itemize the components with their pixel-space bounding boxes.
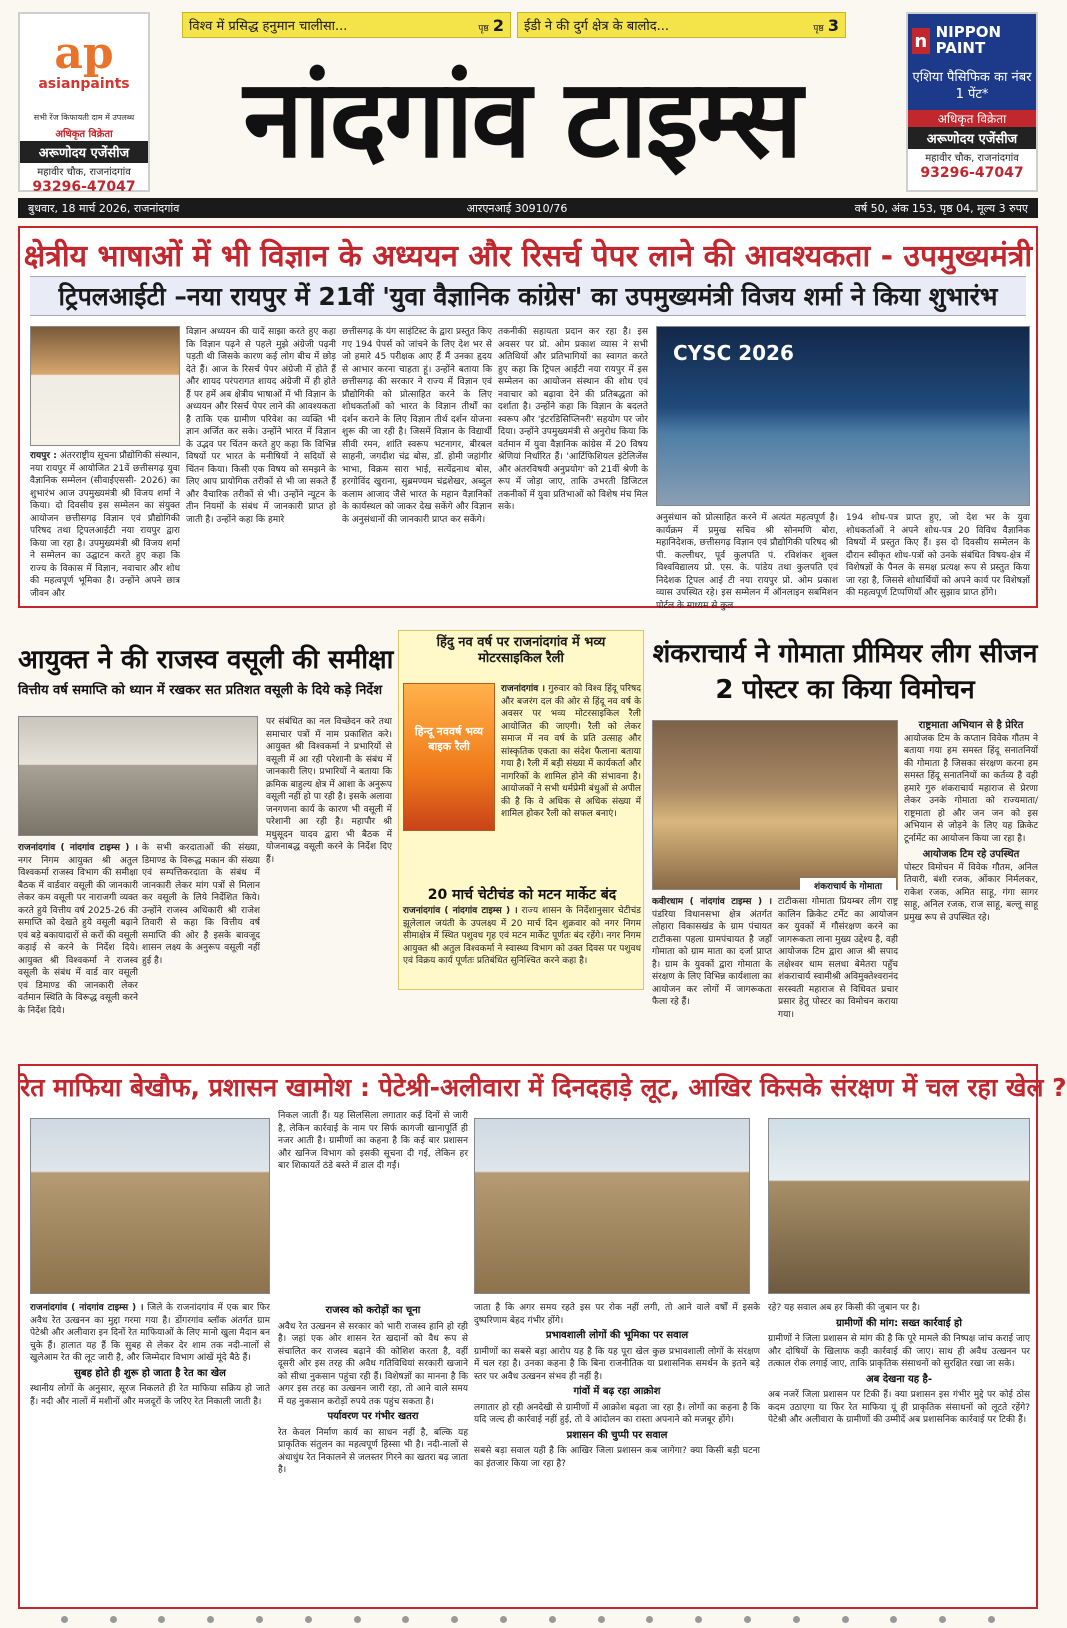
lead-headline: क्षेत्रीय भाषाओं में भी विज्ञान के अध्ययन और रिसर्च पेपर लाने की आवश्यकता - उपमुख्यमंत्री bbox=[23, 239, 1033, 274]
lead-dateline: रायपुर : bbox=[30, 451, 57, 461]
rally-story bbox=[398, 630, 644, 990]
shankaracharya-col-1 bbox=[652, 896, 772, 1044]
sand-col-3c-text: लगातार हो रही अनदेखी से ग्रामीणों में आक्रोश बढ़ता जा रहा है। लोगों का कहना है कि यदि जल्द ही कार्रवाई नहीं हुई, तो वे आंदोलन का रास्ता अपनाने को मजबूर होंगे। bbox=[474, 1402, 760, 1425]
revenue-col-1-text: नगर निगम आयुक्त श्री अतुल विश्वकर्मा राजस्व विभाग की समीक्षा बैठक में वार्डवार वसूली की जानकारी लेकर कम वसूली पर नाराजगी व्यक्त करते हुये वित्तीय वर्ष 2025-26 की समाप्ति को देखते हुये वसूली बढ़ाने एवं बड़े बकायादारों से करों की वसूली कड़ाई से करने के निर्देश दिये। आयुक्त श्री विश्वकर्मा ने राजस्व वसूली के संबंध में वार्ड वार वसूली एवं डिमाण्ड की जानकारी लेकर वर्तमान स्थिति के विरूद्ध वसूली करने के निर्देश दिये। bbox=[18, 855, 138, 1016]
sand-col-2b bbox=[278, 1302, 468, 1602]
sand-subhead-7: ग्रामीणों की मांग: सख्त कार्रवाई हो bbox=[836, 1317, 962, 1329]
revenue-col-3: पर संबंधित का नल विच्छेदन करे तथा समाचार पत्रों में नाम प्रकाशित करे। आयुक्त श्री विश्वकर्मा ने प्रभारियों से वसूली में आ रही परेशानी के संबंध में जानकारी लिए। प्रभारियों ने बताया कि क्रमिक बाहुल्य क्षेत्र में आशा के अनुरूप वसूली नहीं हो पा रही है। इसके अलावा जनगणना कार्य के कारण भी वसूली में परेशानी आ रही है। महापौर श्री मधुसूदन यादव द्वारा भी बैठक में योजनाबद्ध वसूली करने के निर्देश दिए हैं। bbox=[266, 717, 392, 865]
poster-release-photo bbox=[652, 720, 898, 890]
ap-logo-icon: ap bbox=[54, 28, 114, 79]
teaser-text: ईडी ने की दुर्ग क्षेत्र के बालोद... bbox=[524, 19, 670, 34]
lead-col-3: छत्तीसगढ़ के यंग साइंटिस्ट के द्वारा प्रस्तुत किए गए 194 पेपर्स को जांचने के लिए देश भर से जो हमारे 45 परीक्षक आए हैं मैं उनका हृदय से आभार करना चाहता हूं। उन्होंने बताया कि छत्तीसगढ़ की सरकार ने राज्य में विज्ञान एवं प्रौद्योगिकी को प्रोत्साहित करने के लिए शोधकर्ताओं को भारत के विज्ञान तीर्थों का दर्शन कराने के लिए विज्ञान तीर्थ दर्शन योजना शुरू की जा रही है। जिसमें विज्ञान के विद्यार्थी सीवी रमन, शांति स्वरूप भटनागर, बीरबल साहनी, जगदीश चंद्र बोस, डॉ. होमी जहांगीर भाभा, विक्रम सारा भाई, सत्येंद्रनाथ बोस, हरगोविंद खुराना, सुब्रमण्यम चंद्रशेखर, अब्दुल कलाम आजाद जैसे भारत के महान वैज्ञानिकों के कार्यस्थल को जाकर देख सकेंगे और विज्ञान के अनुसंधानों की जानकारी प्राप्त कर सकेंगे। bbox=[342, 327, 492, 525]
sand-dateline: राजनांदगांव ( नांदगांव टाइम्स ) । bbox=[30, 1303, 144, 1313]
issue-info: वर्ष 50, अंक 153, पृष्ठ 04, मूल्य 3 रुपए bbox=[854, 201, 1028, 215]
sidebar-heading-1: राष्ट्रमाता अभियान से है प्रेरित bbox=[918, 720, 1024, 731]
teaser-page-label: पृष्ठ bbox=[478, 23, 489, 34]
dateline-bar bbox=[18, 198, 1038, 218]
nippon-paint-ad[interactable] bbox=[906, 12, 1038, 192]
lead-subheadline: ट्रिपलआईटी –नया रायपुर में 21वीं 'युवा वैज्ञानिक कांग्रेस' का उपमुख्यमंत्री विजय शर्मा ने किया शुभारंभ bbox=[30, 276, 1026, 316]
registration-marks bbox=[0, 1616, 1056, 1624]
teaser-1[interactable] bbox=[182, 12, 511, 38]
shankaracharya-dateline: कवीरधाम ( नांदगांव टाइम्स ) । bbox=[652, 897, 772, 907]
meeting-photo bbox=[18, 716, 258, 836]
sand-col-1b-text: स्थानीय लोगों के अनुसार, सूरज निकलते ही रेत माफिया सक्रिय हो जाते हैं। नदी और नालों में मशीनों और मजदूरों के जरिए रेत निकाली जाती है। bbox=[30, 1384, 270, 1407]
minister-photo bbox=[30, 326, 180, 446]
rally-body-text: गुरुवार को विश्व हिंदू परिषद और बजरंग दल की ओर से हिंदू नव वर्ष के अवसर पर भव्य मोटरसाइकिल रैली आयोजित की जाएगी। रैली को लेकर समाज में नव वर्ष के प्रति उत्साह और सांस्कृतिक एकता का संदेश फैलाना बताया गया है। रैली में बड़ी संख्या में कार्यकर्ता और नागरिकों के शामिल होने की संभावना है। आयोजकों ने सभी धर्मप्रेमी बंधुओं से अपील की है कि वे अधिक से अधिक संख्या में शामिल होकर रैली को सफल बनाएं। bbox=[501, 684, 641, 819]
page-teasers bbox=[182, 12, 846, 38]
sand-col-1-text: जिले के राजनांदगांव में एक बार फिर अवैध रेत उत्खनन का मुद्दा गरमा गया है। डोंगरगांव ब्लॉक अंतर्गत ग्राम पेटेश्री और अलीवारा इन दिनों रेत माफियाओं के लिए मानो खुला मैदान बन चुके हैं। हालात यह हैं कि सुबह से लेकर देर शाम तक नदी-नालों से खुलेआम रेत की लूट जारी है, और जिम्मेदार विभाग आंखें मूंदे बैठे हैं। bbox=[30, 1303, 270, 1363]
sidebar-text-1: आयोजक टिम के कप्तान विवेक गौतम ने बताया गया हम समस्त हिंदू सनातनियों की गोमाता है जिसका संरक्षण करना हम समस्त हिंदू सनातनियों का कर्तव्य है वही हमारे गुरु शंकराचार्य महाराज से प्रेरणा लेकर उनके गोमाता को राज्यमाता/ राष्ट्रमाता हो और जन जन को इस अभियान से जोड़ने के लिए यह क्रिकेट टूर्नामेंट का आयोजन किया जा रहा है। bbox=[904, 733, 1038, 844]
ad-brand: asianpaints bbox=[38, 76, 130, 92]
revenue-col-2: के सभी करदाताओं की संख्या, डिमाण्ड के विरूद्ध मकान की संख्या एवं सम्पत्तिकरदाता के संबंध में जानकारी लेकर मांग पत्रों से मिलान कर वसूली के लिये निर्देशित किये। उन्होंने राजस्व अधिकारी श्री राजेश तिवारी से कहा कि वित्तीय वर्ष समाप्ति की ओर है इसके बावजूद शासन लक्ष्य के अनुरूप वसूली नहीं हुई है। bbox=[142, 843, 260, 966]
meat-market-body-text: राज्य शासन के निर्देशानुसार चेटीचंड झूलेलाल जयंती के उपलक्ष्य में 20 मार्च दिन शुक्रवार को नगर निगम सीमाक्षेत्र में स्थित पशुवध गृह एवं मटन मार्केट पूर्णतः बंद रहेंगे। नगर निगम आयुक्त श्री अतुल विश्वकर्मा ने स्वास्थ्य विभाग को उक्त दिवस पर पशुवध एवं विक्रय कार्य पूर्णतः प्रतिबंधित सुनिश्चित करने कहा है। bbox=[403, 906, 641, 966]
ad-dealer-label: अधिकृत विक्रेता bbox=[55, 129, 113, 140]
revenue-col-1 bbox=[18, 842, 138, 1044]
sand-trucks-photo bbox=[30, 1118, 270, 1294]
sand-mafia-story bbox=[18, 1064, 1067, 1609]
shankaracharya-col-2: टाटीकसा गोमाता प्रियम्बर लीग राष्ट्र कालिन क्रिकेट टर्मेट का आयोजन कर युवकों में गौसंरक्षण करने का जागरूकता लाना मुख्य उद्देश्य है, वही आयोजक टिम द्वारा आज श्री सपाद लक्षेश्वर धाम सलधा बेमेतरा पहुँच शंकराचार्य स्वामीश्री अविमुक्तेश्वरानंद सरस्वती महाराज से विधिवत प्रचार प्रसार हेतु पोस्टर का विमोचन कराया गया। bbox=[778, 897, 898, 1020]
sand-subhead-2: राजस्व को करोड़ों का चूना bbox=[325, 1305, 421, 1316]
ad-tagline: सभी रेंज किफायती दाम में उपलब्ध bbox=[33, 113, 135, 122]
ad-brand: NIPPON PAINT bbox=[935, 23, 1002, 57]
shankaracharya-headline: शंकराचार्य ने गोमाता प्रीमियर लीग सीजन 2 पोस्टर का किया विमोचन bbox=[652, 639, 1038, 705]
ad-tagline: एशिया पैसिफिक का नंबर 1 पेंट* bbox=[908, 68, 1036, 110]
sand-col-4-text: रहे? यह सवाल अब हर किसी की जुबान पर है। bbox=[768, 1303, 921, 1313]
sand-col-2c-text: रेत केवल निर्माण कार्य का साधन नहीं है, बल्कि यह प्राकृतिक संतुलन का महत्वपूर्ण हिस्सा भी है। नदी-नालों से अंधाधुंध रेत निकालने से जलस्तर गिरने का खतरा बढ़ जाता है। bbox=[278, 1427, 468, 1475]
shankaracharya-col-1-text: पंडरिया विधानसभा क्षेत्र अंतर्गत लोहारा विकासखंड के ग्राम पंचायत टाटीकसा पहला ग्रामपंचायत है जहाँ गोमाता को ग्राम माता का दर्जा प्राप्त है। ग्राम के युवकों द्वारा गोमाता के संरक्षण के लिए विभिन्न कार्यशाला का आयोजन कर लोगों में जागरूकता फैला रहे हैं। bbox=[652, 909, 772, 1007]
lead-story bbox=[18, 226, 1038, 611]
rally-body bbox=[501, 683, 641, 883]
lead-col-1-text: अंतरराष्ट्रीय सूचना प्रौद्योगिकी संस्थान, नया रायपुर में आयोजित 21वें छत्तीसगढ़ युवा वैज्ञानिक सम्मेलन (सीवाईएससी- 2026) का शुभारंभ आज उपमुख्यमंत्री श्री विजय शर्मा ने किया। दो दिवसीय इस सम्मेलन का संयुक्त आयोजन छत्तीसगढ़ विज्ञान एवं प्रौद्योगिकी परिषद तथा ट्रिपलआईटी नया रायपुर द्वारा किया जा रहा है। उपमुख्यमंत्री श्री विजय शर्मा ने सम्मेलन का उद्घाटन करते हुए कहा कि राज्य के विकास में विज्ञान, नवाचार और शोध की महत्वपूर्ण भूमिका है। उन्होंने अपने छात्र जीवन और bbox=[30, 451, 180, 599]
meat-market-dateline: राजनांदगांव ( नांदगांव टाइम्स ) । bbox=[403, 906, 518, 916]
ad-address: महावीर चौक, राजनांदगांव bbox=[37, 167, 131, 178]
sand-subhead-8: अब देखना यह है- bbox=[866, 1373, 932, 1385]
asianpaints-ad[interactable] bbox=[18, 12, 150, 195]
sand-col-3b-text: ग्रामीणों का सबसे बड़ा आरोप यह है कि यह पूरा खेल कुछ प्रभावशाली लोगों के संरक्षण में चल रहा है। उनका कहना है कि बिना राजनीतिक या प्रशासनिक समर्थन के इतने बड़े स्तर पर अवैध उत्खनन संभव ही नहीं है। bbox=[474, 1346, 760, 1382]
revenue-headline: आयुक्त ने की राजस्व वसूली की समीक्षा bbox=[18, 645, 394, 675]
rally-poster bbox=[403, 683, 495, 831]
sand-subhead-4: प्रभावशाली लोगों की भूमिका पर सवाल bbox=[545, 1330, 689, 1341]
ad-phone: 93296-47047 bbox=[920, 164, 1024, 181]
ad-dealer-label: अधिकृत विक्रेता bbox=[908, 110, 1036, 127]
lead-col-5: अनुसंधान को प्रोत्साहित करने में अत्यंत महत्वपूर्ण है। कार्यक्रम में प्रमुख सचिव श्री सोनमणि बोरा, महानिदेशक, छत्तीसगढ़ विज्ञान एवं प्रौद्योगिकी परिषद श्री पी. कल्लीधर, पूर्व कुलपति पं. रविशंकर शुक्ल विश्वविद्यालय प्रो. एस. के. पांडेय तथा कुलपति एवं निदेशक ट्रिपल आई टी नया रायपुर प्रो. ओम प्रकाश व्यास उपस्थित रहे। इस सम्मेलन में ऑनलाइन सबमिशन पोर्टल के माध्यम से कुल bbox=[656, 513, 838, 611]
photo-caption: शंकराचार्य के गोमाता bbox=[800, 878, 896, 893]
tractor-river-photo bbox=[474, 1118, 750, 1294]
ad-dealer: अरूणोदय एजेंसीज bbox=[20, 141, 148, 163]
revenue-subheadline: वित्तीय वर्ष समाप्ति को ध्यान में रखकर सत प्रतिशत वसूली के दिये कड़े निर्देश bbox=[18, 683, 383, 698]
sand-col-3d-text: सबसे बड़ा सवाल यही है कि आखिर जिला प्रशासन कब जागेगा? क्या किसी बड़ी घटना का इंतजार किया जा रहा है? bbox=[474, 1446, 760, 1469]
sand-col-2b-text: अवैध रेत उत्खनन से सरकार को भारी राजस्व हानि हो रही है। जहां एक ओर शासन रेत खदानों को वैध रूप से संचालित कर राजस्व बढ़ाने की कोशिश करता है, वहीं दूसरी ओर इस तरह की अवैध गतिविधियां सरकारी खजाने को सीधा नुकसान पहुंचा रही हैं। विशेषज्ञों का मानना है कि अगर इस तरह का उत्खनन जारी रहा, तो आने वाले समय में यह नुकसान करोड़ों रुपये तक पहुंच सकता है। bbox=[278, 1321, 468, 1407]
sand-col-3 bbox=[474, 1302, 760, 1602]
nippon-logo bbox=[908, 14, 1036, 68]
nippon-n-icon: n bbox=[912, 28, 930, 54]
teaser-page: 2 bbox=[492, 15, 504, 35]
ad-address: महावीर चौक, राजनांदगांव bbox=[925, 152, 1019, 164]
meat-market-body bbox=[403, 905, 641, 987]
teaser-page: 3 bbox=[827, 15, 839, 35]
cysc-event-photo bbox=[656, 326, 1030, 506]
sand-subhead-3: पर्यावरण पर गंभीर खतरा bbox=[327, 1411, 419, 1422]
sand-subhead-6: प्रशासन की चुप्पी पर सवाल bbox=[566, 1429, 668, 1441]
ad-dealer: अरूणोदय एजेंसीज bbox=[908, 127, 1036, 149]
teaser-page-label: पृष्ठ bbox=[813, 23, 824, 34]
sand-col-1 bbox=[30, 1302, 270, 1602]
rni-number: आरएनआई 30910/76 bbox=[466, 201, 568, 215]
sand-col-4 bbox=[768, 1302, 1030, 1602]
sand-tractor-photo bbox=[768, 1118, 1030, 1294]
sand-col-4b-text: ग्रामीणों ने जिला प्रशासन से मांग की है कि पूरे मामले की निष्पक्ष जांच कराई जाए और दोषियों के खिलाफ कड़ी कार्रवाई की जाए। साथ ही अवैध उत्खनन पर तत्काल रोक लगाई जाए, ताकि प्राकृतिक संसाधनों को सुरक्षित रखा जा सके। bbox=[768, 1334, 1030, 1369]
revenue-dateline: राजनांदगांव ( नांदगांव टाइम्स ) । bbox=[18, 843, 138, 853]
sand-col-4c-text: अब नजरें जिला प्रशासन पर टिकी हैं। क्या प्रशासन इस गंभीर मुद्दे पर कोई ठोस कदम उठाएगा या फिर रेत माफिया यूं ही प्राकृतिक संसाधनों को लूटते रहेंगे? पेटेश्री और अलीवारा के ग्रामीणों की उम्मीदें अब प्रशासनिक कार्रवाई पर टिकी हैं। bbox=[768, 1390, 1030, 1425]
asianpaints-logo bbox=[20, 14, 148, 110]
issue-date: बुधवार, 18 मार्च 2026, राजनांदगांव bbox=[28, 201, 180, 215]
lead-col-2: विज्ञान अध्ययन की यादें साझा करते हुए कहा कि विज्ञान पढ़ने से पहले मुझे अंग्रेजी पढ़नी पड़ती थी जिसके कारण कई लोग बीच में छोड़ देते हैं। आज के रिसर्च पेपर अंग्रेजी में होते हैं और शायद परंपरागत शायद अंग्रेजी में ही होते हैं पर हमें अब क्षेत्रीय भाषाओं में भी विज्ञान के अध्ययन और रिसर्च पेपर लाने की आवश्यकता है ताकि एक ग्रामीण परिवेश का व्यक्ति भी ज्ञान अर्जित कर सके। उन्होंने भारत में विज्ञान के उद्भव पर चिंतन करते हुए कहा कि विभिन्न विषयों पर भारत के मनीषियों ने सदियों से चिंतन किया। किसी एक विषय को समझने के लिए आप प्रायोगिक तरीकों से भी जा सकते हैं और वैचारिक तरीकों से भी। उन्होंने न्यूटन के तीन नियमों के संबंध में जानकारी प्राप्त हो जाती है। उन्होंने कहा कि हमारे bbox=[186, 327, 336, 525]
lead-col-1 bbox=[30, 450, 180, 600]
rally-headline: हिंदु नव वर्ष पर राजनांदगांव में भव्य मोटरसाइकिल रैली bbox=[436, 635, 606, 667]
shankaracharya-sidebar bbox=[904, 720, 1038, 1044]
teaser-text: विश्व में प्रसिद्ध हनुमान चालीसा... bbox=[189, 19, 348, 34]
rally-dateline: राजनांदगांव । bbox=[501, 684, 546, 694]
lead-col-4: तकनीकी सहायता प्रदान कर रहा है। इस अवसर पर प्रो. ओम प्रकाश व्यास ने सभी अतिथियों और प्रतिभागियों का स्वागत करते हुए कहा कि ट्रिपल आईटी नया रायपुर में इस सम्मेलन का आयोजन संस्थान की शोध एवं नवाचार को बढ़ावा देने की प्रतिबद्धता को दर्शाता है। उन्होंने कहा कि विज्ञान के बदलते स्वरूप और 'इंटरडिसिप्लिनरी' सहयोग पर जोर दिया। उन्होंने उपमुख्यमंत्री से अनुरोध किया कि वर्तमान में युवा वैज्ञानिक कांग्रेस में 20 विषय श्रेणियां निर्धारित हैं। 'आर्टिफिशियल इंटेलिजेंस और अंतरविषयी अनुप्रयोग' को 21वीं श्रेणी के रूप में जोड़ा जाए, ताकि उभरती डिजिटल तकनीकों में युवा प्रतिभाओं को विशेष मंच मिल सके। bbox=[498, 327, 648, 512]
meat-market-headline: 20 मार्च चेटीचंड को मटन मार्केट बंद bbox=[427, 887, 617, 903]
sand-col-3-text: जाता है कि अगर समय रहते इस पर रोक नहीं लगी, तो आने वाले वर्षों में इसके दुष्परिणाम बेहद गंभीर होंगे। bbox=[474, 1303, 760, 1326]
rally-poster-title: हिन्दू नववर्ष भव्य बाइक रैली bbox=[414, 725, 484, 753]
sidebar-heading-2: आयोजक टिम रहे उपस्थित bbox=[922, 849, 1020, 860]
sand-mafia-headline: रेत माफिया बेखौफ, प्रशासन खामोश : पेटेश्री-अलीवारा में दिनदहाड़े लूट, आखिर किसके संरक्षण में चल रहा खेल ? bbox=[20, 1073, 1067, 1102]
sand-col-2: निकल जाती हैं। यह सिलसिला लगातार कई दिनों से जारी है, लेकिन कार्रवाई के नाम पर सिर्फ कागजी खानापूर्ति ही नजर आती है। ग्रामीणों का कहना है कि कई बार प्रशासन और खनिज विभाग को इसकी सूचना दी गई, लेकिन हर बार शिकायतें ठंडे बस्ते में डाल दी गईं। bbox=[278, 1111, 468, 1171]
ad-phone: 93296-47047 bbox=[32, 179, 136, 195]
masthead-title: नांदगांव टाइम्स bbox=[243, 56, 801, 182]
cysc-photo-label: CYSC 2026 bbox=[673, 341, 794, 365]
teaser-2[interactable] bbox=[517, 12, 846, 38]
sand-subhead-5: गांवों में बढ़ रहा आक्रोश bbox=[573, 1386, 661, 1397]
sidebar-text-2: पोस्टर विमोचन में विवेक गौतम, अनिल तिवारी, बंशी रजक, ओंकार निर्मलकर, राकेश रजक, अमित साहू, गंगा सागर साहू, अनिल रजक, राज साहू, बल्लू साहू प्रमुख रूप से उपस्थित रहे। bbox=[904, 862, 1038, 923]
lead-col-6: 194 शोध-पत्र प्राप्त हुए, जो देश भर के युवा शोधकर्ताओं ने अपने शोध-पत्र 20 विविध वैज्ञानिक विषयों में प्रस्तुत किए हैं। इस दो दिवसीय सम्मेलन के दौरान स्वीकृत शोध-पत्रों को उनके संबंधित विषय-क्षेत्र में विशेषज्ञों के पैनल के समक्ष प्रत्यक्ष रूप से प्रस्तुत किया जा रहा है, जिससे शोधार्थियों को अपने कार्य पर विशेषज्ञों की महत्वपूर्ण टिप्पणियाँ और सुझाव प्राप्त होंगे। bbox=[846, 513, 1030, 598]
sand-subhead-1: सुबह होते ही शुरू हो जाता है रेत का खेल bbox=[74, 1367, 226, 1379]
